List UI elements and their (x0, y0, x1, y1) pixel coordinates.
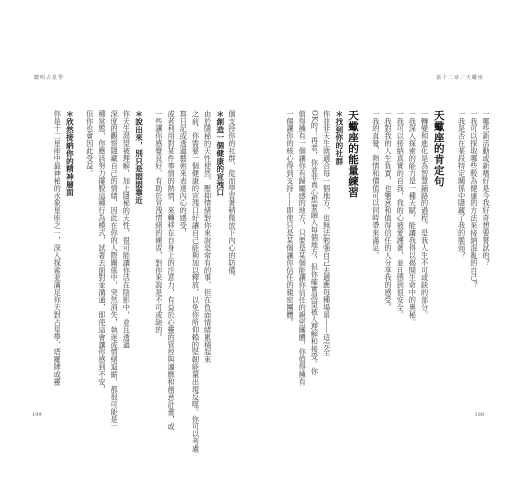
column-spacer (449, 110, 454, 400)
page-number-left: 199 (32, 412, 42, 418)
text-column: 種常態，你應該努力擺脫這種行為模式，試著去面對並溝通，即使這會讓你感到不安， (97, 110, 107, 394)
text-column: 深度的觀察隱藏自己的情緒，因此在你的人際關係中，突然消失，執迷或情緒退縮，都很可能是一 (110, 110, 120, 431)
text-column: 你並非天生就適合每一個地方，也無法勉強自己去適應每種場景——這完全 (322, 110, 332, 356)
subsection-heading: ＊欣然接納你的精神層面 (65, 110, 75, 197)
section-heading: 天蠍座的能量練習 (346, 110, 359, 198)
text-column: 一些讓你感覺良好、有助於宣洩情緒的練習，對你來說是不可或缺的。 (154, 110, 164, 341)
text-column: 由於隱秘的天性使然，壓抑情緒對你來說是常有的事，但在負面情緒累積起來 (203, 110, 213, 364)
text-column: 一我深入探索的能力是一種天賦，能讓我得以揭開生命中的奧秘。 (408, 110, 418, 327)
column-spacer (78, 110, 82, 400)
running-head-left: 聰明占星學 (34, 75, 65, 81)
right-text-block (286, 110, 490, 400)
left-text-block (40, 110, 237, 453)
text-column: 值得擁有一個讓你有歸屬感的地方，只要是某個能讓你信任的親密團體，你值得擁有 (298, 110, 308, 386)
text-column: 個支持你的社群，從而學習著稍微放下內心的防備。 (228, 110, 237, 282)
text-column: 之前，你需要一個健康的宣洩口好讓自己能夠加以釋放，以免你所仰賴的堅韌能量出現反噬。你可以考慮 (191, 110, 201, 453)
text-column: 一哪些新活動或新嗜好是今我好奇想要嘗試的？ (482, 110, 491, 267)
text-column: 一我的直覺、熱情和價值可以同時帶來滿足。 (371, 110, 381, 259)
subsection-heading: ＊創造一個健康的宣洩口 (215, 110, 225, 197)
running-head-right: 第十二章／天蠍座 (435, 75, 484, 81)
text-column: 你是十二星座中最神秘的水象星座之一，深入探索並滿足你天對占星學，塔羅牌或靈 (53, 110, 63, 386)
subsection-heading: ＊找到你的社群 (334, 110, 344, 165)
text-column: 一我是否在某段特定關係中隱藏了我的脆弱？ (457, 110, 467, 259)
column-spacer (363, 110, 368, 400)
text-column: 但你也會因此受益。 (85, 110, 95, 178)
text-column: 你天生渴望被理解，加上隱秘的天性，很可能讓你活在陰影中，並且透過 (122, 110, 132, 349)
text-column: 寫日記或透過藝術來表達內心的感受， (179, 110, 189, 237)
subsection-heading: ＊說出來，別只是悶悶靠近 (134, 110, 144, 205)
right-page (260, 0, 520, 500)
text-column: 一轉變和進化是為智慧鋪路的過程，是我人生不可或缺的部分。 (420, 110, 430, 319)
text-column: 或者利用對某件事情的熱情，來轉移在自身上的注意力，有益於心靈的管控與適應和創意計畫，或 (167, 110, 177, 431)
text-column: 一我可以採取哪些較為健康的方法來接納混亂的自己？ (469, 110, 479, 289)
column-spacer (147, 110, 151, 400)
text-column: 一我對我的人生負責，也樂意和值得信任的人分享我的感受。 (384, 110, 393, 312)
text-column: OK的！再者，你並非真心想要融入每個地方，但你確實渴望被人理解和接受。你 (310, 110, 320, 376)
section-heading: 天蠍座的肯定句 (432, 110, 445, 187)
text-column: 一個讓你的核心得到支持——即使只是某個讓你信任的親密團體。 (286, 110, 295, 327)
page-number-right: 198 (474, 412, 484, 418)
text-column: 一我可以接納真實的自我，我的心被愛護著，並且感到很安全。 (396, 110, 406, 319)
